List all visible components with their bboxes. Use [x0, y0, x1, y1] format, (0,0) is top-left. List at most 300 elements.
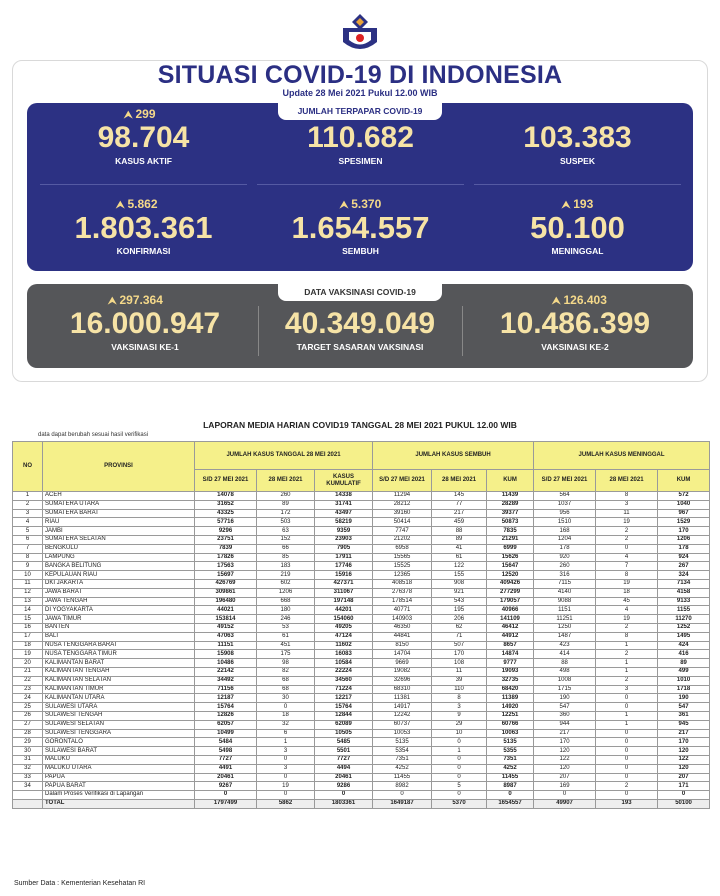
cell-value: 7351: [487, 755, 534, 764]
cell-value: 7134: [658, 579, 710, 588]
table-row: [13, 755, 710, 764]
update-timestamp: Update 28 Mei 2021 Pukul 12.00 WIB: [282, 88, 438, 98]
cell-value: 0: [257, 773, 315, 782]
cell-value: 945: [658, 720, 710, 729]
cell-value: 169: [534, 782, 596, 791]
cell-value: 140903: [373, 615, 432, 624]
cell-value: 967: [658, 509, 710, 518]
cell-value: 7905: [315, 544, 373, 553]
cell-value: 207: [658, 773, 710, 782]
cell-value: 0: [432, 755, 487, 764]
cell-province: SULAWESI BARAT: [43, 747, 195, 756]
cell-value: 17826: [195, 553, 257, 562]
cell-value: 4491: [195, 764, 257, 773]
table-row: [13, 615, 710, 624]
cell-value: 2: [596, 650, 658, 659]
cell-value: 2: [596, 623, 658, 632]
cell-value: 6958: [373, 544, 432, 553]
province-table: [12, 441, 710, 809]
table-row: [13, 685, 710, 694]
cell-province: DKI JAKARTA: [43, 579, 195, 588]
cell-value: 122: [534, 755, 596, 764]
cell-value: 7351: [373, 755, 432, 764]
cell-value: 110: [432, 685, 487, 694]
cell-value: 360: [534, 711, 596, 720]
table-row: [13, 791, 710, 800]
cell-value: 668: [257, 597, 315, 606]
stat-spesimen: 110.682 SPESIMEN: [307, 121, 414, 166]
cell-value: 602: [257, 579, 315, 588]
table-row: [13, 676, 710, 685]
cell-value: 14338: [315, 492, 373, 501]
cell-value: 122: [658, 755, 710, 764]
cell-value: 154060: [315, 615, 373, 624]
cell-value: 39377: [487, 509, 534, 518]
cell-value: 11270: [658, 615, 710, 624]
cell-value: 276378: [373, 588, 432, 597]
divider: [474, 184, 681, 185]
cell-value: 168: [534, 527, 596, 536]
cell-value: 8: [596, 571, 658, 580]
cell-value: 190: [658, 694, 710, 703]
col-subheader: KUM: [487, 470, 534, 492]
cell-value: 424: [658, 641, 710, 650]
cell-value: 0: [596, 773, 658, 782]
cell-value: 15764: [195, 703, 257, 712]
cell-value: 572: [658, 492, 710, 501]
cell-value: 15525: [373, 562, 432, 571]
cell-value: 175: [257, 650, 315, 659]
cell-value: 10: [432, 729, 487, 738]
cell-value: 1715: [534, 685, 596, 694]
cell-value: 15565: [373, 553, 432, 562]
cell-value: 8657: [487, 641, 534, 650]
cell-value: 1654557: [487, 799, 534, 808]
cell-no: 4: [13, 518, 43, 527]
cell-no: 12: [13, 588, 43, 597]
divider: [40, 184, 247, 185]
cell-value: 170: [534, 738, 596, 747]
cell-value: 10499: [195, 729, 257, 738]
cell-value: 564: [534, 492, 596, 501]
cell-province: SULAWESI TENGAH: [43, 711, 195, 720]
cell-value: 12826: [195, 711, 257, 720]
cell-province: JAWA TIMUR: [43, 615, 195, 624]
cell-value: 5501: [315, 747, 373, 756]
cell-value: 49152: [195, 623, 257, 632]
cell-value: 1: [596, 720, 658, 729]
cell-value: 409426: [487, 579, 534, 588]
cell-value: 46412: [487, 623, 534, 632]
cell-value: 7727: [195, 755, 257, 764]
cell-value: 503: [257, 518, 315, 527]
stat-meninggal: ⮝ 193 50.100 MENINGGAL: [530, 197, 625, 256]
cell-value: 0: [257, 703, 315, 712]
cell-province: SULAWESI TENGGARA: [43, 729, 195, 738]
cell-value: 207: [534, 773, 596, 782]
table-row: [13, 782, 710, 791]
cell-value: 19: [596, 518, 658, 527]
cell-value: 60737: [373, 720, 432, 729]
cell-value: 1495: [658, 632, 710, 641]
cell-value: 1487: [534, 632, 596, 641]
cell-value: 311067: [315, 588, 373, 597]
cell-value: 7: [596, 562, 658, 571]
cell-value: 16083: [315, 650, 373, 659]
cell-value: 4494: [315, 764, 373, 773]
cell-value: 77: [432, 500, 487, 509]
cell-value: 19: [596, 615, 658, 624]
cell-value: 1: [257, 738, 315, 747]
cell-value: 908: [432, 579, 487, 588]
cell-value: 0: [487, 791, 534, 800]
cell-value: 924: [658, 553, 710, 562]
cell-value: 19: [596, 579, 658, 588]
cell-value: 20461: [315, 773, 373, 782]
cell-value: 416: [658, 650, 710, 659]
table-row: [13, 773, 710, 782]
cell-value: 0: [596, 764, 658, 773]
cell-value: 63: [257, 527, 315, 536]
col-subheader: KASUS KUMULATIF: [315, 470, 373, 492]
table-row: [13, 509, 710, 518]
cell-no: 21: [13, 667, 43, 676]
cell-value: 15697: [195, 571, 257, 580]
cell-value: 11455: [487, 773, 534, 782]
table-row: [13, 703, 710, 712]
double-chevron-up-icon: ⮝: [552, 296, 561, 307]
cell-value: 44912: [487, 632, 534, 641]
cell-value: 20461: [195, 773, 257, 782]
cell-value: 1155: [658, 606, 710, 615]
col-subheader: S/D 27 MEI 2021: [534, 470, 596, 492]
cell-value: 58219: [315, 518, 373, 527]
cell-province: KALIMANTAN SELATAN: [43, 676, 195, 685]
cell-value: 10486: [195, 659, 257, 668]
cell-value: 11439: [487, 492, 534, 501]
table-row: [13, 535, 710, 544]
cell-province: BANTEN: [43, 623, 195, 632]
cell-value: 171: [658, 782, 710, 791]
cell-province: NUSA TENGGARA BARAT: [43, 641, 195, 650]
exposed-section-label: JUMLAH TERPAPAR COVID-19: [278, 103, 442, 120]
cell-value: 921: [432, 588, 487, 597]
cell-value: 61: [432, 553, 487, 562]
cell-value: 9669: [373, 659, 432, 668]
cell-value: 8150: [373, 641, 432, 650]
cell-value: 190: [534, 694, 596, 703]
cell-value: 3: [596, 685, 658, 694]
cell-value: 1008: [534, 676, 596, 685]
cell-value: 0: [658, 791, 710, 800]
cell-value: 39: [432, 676, 487, 685]
verification-note: data dapat berubah sesuai hasil verifikasi: [38, 432, 149, 438]
cell-value: 8: [596, 492, 658, 501]
cell-value: 5135: [373, 738, 432, 747]
cell-value: 31741: [315, 500, 373, 509]
cell-province: TOTAL: [43, 799, 195, 808]
cell-no: 27: [13, 720, 43, 729]
cell-value: 1: [596, 667, 658, 676]
cell-value: 0: [534, 791, 596, 800]
cell-value: 0: [257, 791, 315, 800]
cell-province: Dalam Proses Verifikasi di Lapangan: [43, 791, 195, 800]
cell-value: 8987: [487, 782, 534, 791]
cell-value: 31652: [195, 500, 257, 509]
cell-value: 41: [432, 544, 487, 553]
cell-no: 16: [13, 623, 43, 632]
cell-value: 2: [596, 782, 658, 791]
cell-no: 11: [13, 579, 43, 588]
table-row: [13, 729, 710, 738]
cell-value: 0: [432, 738, 487, 747]
cell-value: 193: [596, 799, 658, 808]
cell-no: 3: [13, 509, 43, 518]
stat-sembuh: ⮝ 5.370 1.654.557 SEMBUH: [291, 197, 430, 256]
cell-value: 4252: [373, 764, 432, 773]
table-total-row: [13, 799, 710, 808]
cell-value: 34560: [315, 676, 373, 685]
cell-value: 89: [432, 535, 487, 544]
cell-value: 44201: [315, 606, 373, 615]
cell-value: 1: [596, 711, 658, 720]
cell-value: 309861: [195, 588, 257, 597]
cell-value: 547: [658, 703, 710, 712]
double-chevron-up-icon: ⮝: [339, 200, 349, 211]
cell-value: 6: [257, 729, 315, 738]
cell-value: 217: [658, 729, 710, 738]
cell-value: 82: [257, 667, 315, 676]
col-subheader: 28 MEI 2021: [432, 470, 487, 492]
cell-value: 14874: [487, 650, 534, 659]
cell-value: 196480: [195, 597, 257, 606]
cell-value: 498: [534, 667, 596, 676]
cell-value: 178: [534, 544, 596, 553]
cell-value: 1797499: [195, 799, 257, 808]
cell-no: 18: [13, 641, 43, 650]
cell-value: 44841: [373, 632, 432, 641]
cell-value: 17911: [315, 553, 373, 562]
cell-value: 12365: [373, 571, 432, 580]
cell-value: 8: [432, 694, 487, 703]
cell-province: KALIMANTAN TENGAH: [43, 667, 195, 676]
col-subheader: S/D 27 MEI 2021: [373, 470, 432, 492]
cell-value: 40966: [487, 606, 534, 615]
cell-no: 31: [13, 755, 43, 764]
cell-no: 17: [13, 632, 43, 641]
cell-value: 0: [596, 703, 658, 712]
cell-value: 11251: [534, 615, 596, 624]
cell-value: 6999: [487, 544, 534, 553]
cell-value: 170: [658, 738, 710, 747]
cell-value: 179057: [487, 597, 534, 606]
table-row: [13, 650, 710, 659]
double-chevron-up-icon: ⮝: [561, 200, 571, 211]
cell-value: 547: [534, 703, 596, 712]
cell-value: 507: [432, 641, 487, 650]
cell-no: 32: [13, 764, 43, 773]
cell-value: 49205: [315, 623, 373, 632]
cell-no: 20: [13, 659, 43, 668]
cell-province: LAMPUNG: [43, 553, 195, 562]
cell-value: 1040: [658, 500, 710, 509]
cell-no: [13, 799, 43, 808]
cell-value: 66: [257, 544, 315, 553]
cell-value: 316: [534, 571, 596, 580]
col-header-provinsi: PROVINSI: [43, 442, 195, 492]
cell-no: 29: [13, 738, 43, 747]
cell-value: 2: [596, 676, 658, 685]
table-row: [13, 500, 710, 509]
cell-value: 12844: [315, 711, 373, 720]
cell-province: SUMATERA SELATAN: [43, 535, 195, 544]
cell-value: 217: [432, 509, 487, 518]
cell-value: 9133: [658, 597, 710, 606]
cell-value: 195: [432, 606, 487, 615]
cell-value: 15647: [487, 562, 534, 571]
table-row: [13, 579, 710, 588]
cell-value: 43325: [195, 509, 257, 518]
cell-province: KALIMANTAN UTARA: [43, 694, 195, 703]
cell-value: 0: [596, 791, 658, 800]
cell-province: SUMATERA BARAT: [43, 509, 195, 518]
cell-value: 5: [432, 782, 487, 791]
cell-value: 4158: [658, 588, 710, 597]
cell-value: 0: [195, 791, 257, 800]
cell-value: 10063: [487, 729, 534, 738]
cell-value: 12217: [315, 694, 373, 703]
cell-value: 1206: [658, 535, 710, 544]
cell-province: JAMBI: [43, 527, 195, 536]
cell-value: 7839: [195, 544, 257, 553]
cell-value: 4: [596, 553, 658, 562]
cell-value: 0: [432, 773, 487, 782]
cell-value: 4: [596, 606, 658, 615]
cell-value: 0: [432, 791, 487, 800]
cell-value: 120: [534, 747, 596, 756]
table-row: [13, 518, 710, 527]
cell-value: 50873: [487, 518, 534, 527]
cell-value: 217: [534, 729, 596, 738]
cell-value: 4140: [534, 588, 596, 597]
cell-no: 6: [13, 535, 43, 544]
cell-value: 60766: [487, 720, 534, 729]
cell-value: 145: [432, 492, 487, 501]
cell-value: 5354: [373, 747, 432, 756]
cell-value: 8982: [373, 782, 432, 791]
cell-value: 3: [432, 703, 487, 712]
double-chevron-up-icon: ⮝: [124, 110, 133, 121]
group-header-sembuh: JUMLAH KASUS SEMBUH: [373, 442, 534, 470]
cell-value: 9286: [315, 782, 373, 791]
cell-province: KALIMANTAN TIMUR: [43, 685, 195, 694]
cell-province: BALI: [43, 632, 195, 641]
cell-value: 5484: [195, 738, 257, 747]
cell-province: RIAU: [43, 518, 195, 527]
stat-target-vaksinasi: 40.349.049 TARGET SASARAN VAKSINASI: [284, 307, 436, 352]
cell-value: 19: [257, 782, 315, 791]
cell-value: 1: [596, 659, 658, 668]
cell-value: 2: [596, 527, 658, 536]
cell-value: 7747: [373, 527, 432, 536]
cell-province: MALUKU: [43, 755, 195, 764]
cell-value: 9267: [195, 782, 257, 791]
cell-value: 18: [257, 711, 315, 720]
cell-value: 11294: [373, 492, 432, 501]
stat-konfirmasi: ⮝ 5.862 1.803.361 KONFIRMASI: [74, 197, 213, 256]
cell-value: 11: [432, 667, 487, 676]
cell-value: 3: [257, 764, 315, 773]
cell-no: 24: [13, 694, 43, 703]
cell-value: 426769: [195, 579, 257, 588]
cell-value: 9359: [315, 527, 373, 536]
cell-value: 68: [257, 685, 315, 694]
cell-value: 53: [257, 623, 315, 632]
cell-value: 1151: [534, 606, 596, 615]
cell-value: 40771: [373, 606, 432, 615]
cell-value: 152: [257, 535, 315, 544]
divider: [462, 306, 463, 356]
table-row: [13, 632, 710, 641]
cell-value: 1510: [534, 518, 596, 527]
table-row: [13, 711, 710, 720]
cell-value: 459: [432, 518, 487, 527]
cell-value: 1529: [658, 518, 710, 527]
cell-value: 1250: [534, 623, 596, 632]
cell-value: 22224: [315, 667, 373, 676]
cell-value: 29: [432, 720, 487, 729]
cell-value: 0: [596, 738, 658, 747]
cell-no: [13, 791, 43, 800]
cell-no: 13: [13, 597, 43, 606]
cell-value: 14917: [373, 703, 432, 712]
cell-value: 34492: [195, 676, 257, 685]
cell-value: 180: [257, 606, 315, 615]
cell-value: 9088: [534, 597, 596, 606]
cell-value: 920: [534, 553, 596, 562]
cell-value: 12251: [487, 711, 534, 720]
cell-value: 170: [658, 527, 710, 536]
cell-value: 414: [534, 650, 596, 659]
cell-value: 43497: [315, 509, 373, 518]
cell-value: 15916: [315, 571, 373, 580]
cell-value: 0: [596, 729, 658, 738]
col-subheader: KUM: [658, 470, 710, 492]
cell-value: 7115: [534, 579, 596, 588]
vaccination-section-label: DATA VAKSINASI COVID-19: [278, 284, 442, 301]
cell-value: 62089: [315, 720, 373, 729]
cell-value: 4252: [487, 764, 534, 773]
cell-value: 71: [432, 632, 487, 641]
cell-value: 21202: [373, 535, 432, 544]
report-title: LAPORAN MEDIA HARIAN COVID19 TANGGAL 28 MEI 2021 PUKUL 12.00 WIB: [203, 420, 517, 430]
cell-value: 10053: [373, 729, 432, 738]
cell-value: 14920: [487, 703, 534, 712]
cell-province: SULAWESI SELATAN: [43, 720, 195, 729]
cell-no: 19: [13, 650, 43, 659]
cell-value: 1718: [658, 685, 710, 694]
cell-value: 9777: [487, 659, 534, 668]
cell-no: 33: [13, 773, 43, 782]
cell-province: PAPUA: [43, 773, 195, 782]
cell-value: 12242: [373, 711, 432, 720]
cell-value: 1204: [534, 535, 596, 544]
cell-value: 68310: [373, 685, 432, 694]
table-row: [13, 764, 710, 773]
table-row: [13, 553, 710, 562]
stat-vaksinasi-1: ⮝ 297.364 16.000.947 VAKSINASI KE-1: [69, 293, 221, 352]
cell-value: 32: [257, 720, 315, 729]
